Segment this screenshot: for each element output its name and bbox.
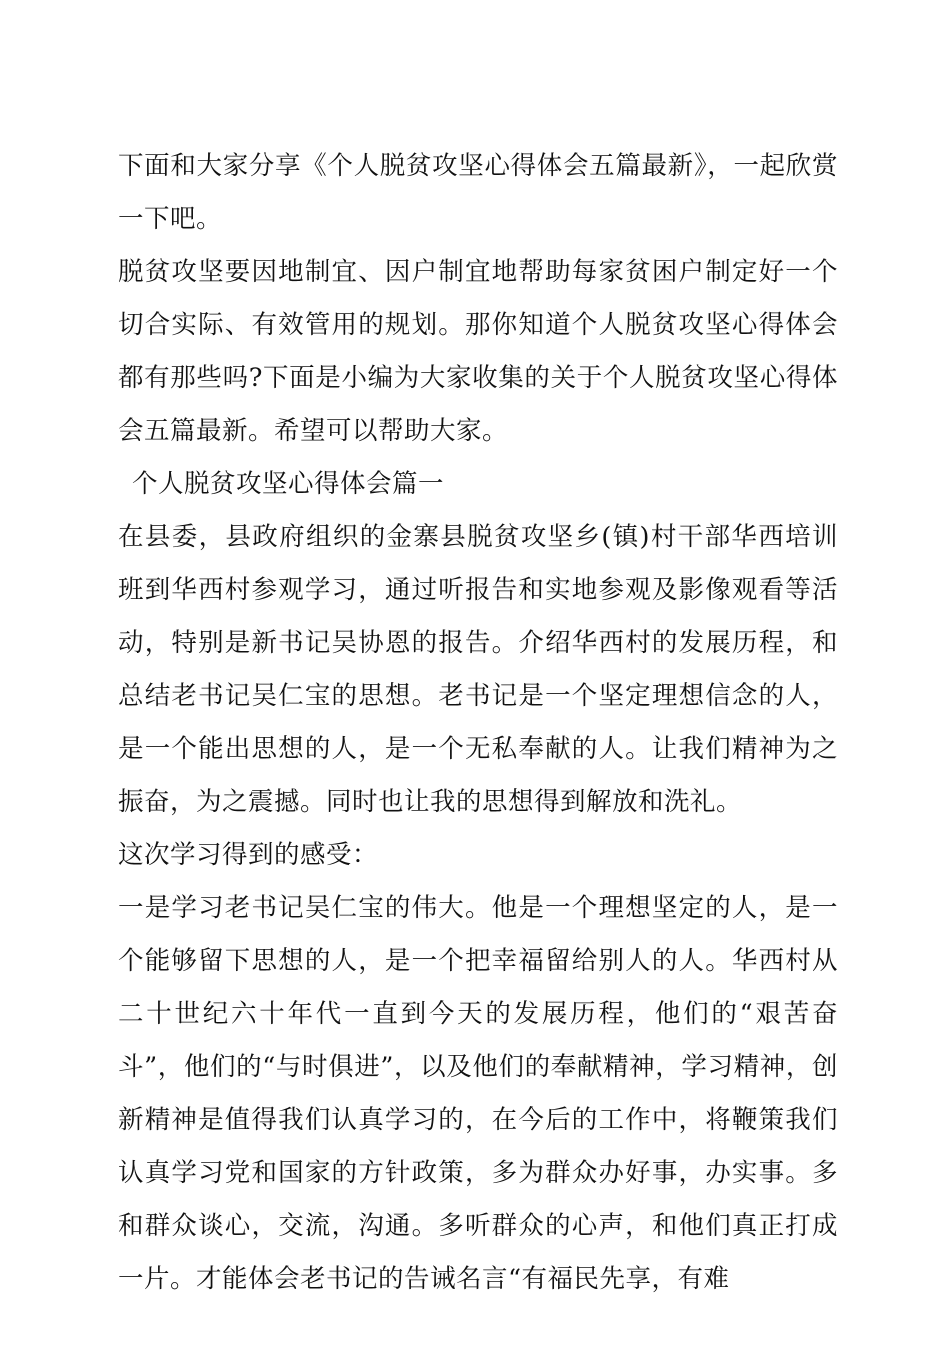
document-body bbox=[118, 140, 838, 1306]
paragraph-body-1: 在县委，县政府组织的金寨县脱贫攻坚乡(镇)村干部华西培训班到华西村参观学习，通过听报告和实地参观及影像观看等活动，特别是新书记吴协恩的报告。介绍华西村的发展历程，和总结老书记吴仁宝的思想。老书记是一个坚定理想信念的人，是一个能出思想的人，是一个无私奉献的人。让我们精神为之振奋，为之震撼。同时也让我的思想得到解放和洗礼。 bbox=[118, 522, 838, 817]
paragraph-intro-share: 下面和大家分享《个人脱贫攻坚心得体会五篇最新》，一起欣赏一下吧。 bbox=[118, 151, 838, 234]
paragraph-body-2: 这次学习得到的感受： bbox=[118, 840, 379, 870]
paragraph-intro-context: 脱贫攻坚要因地制宜、因户制宜地帮助每家贫困户制定好一个切合实际、有效管用的规划。那你知道个人脱贫攻坚心得体会都有那些吗?下面是小编为大家收集的关于个人脱贫攻坚心得体会五篇最新。希望可以帮助大家。 bbox=[118, 257, 838, 446]
paragraph-body-3: 一是学习老书记吴仁宝的伟大。他是一个理想坚定的人，是一个能够留下思想的人，是一个把幸福留给别人的人。华西村从二十世纪六十年代一直到今天的发展历程，他们的“艰苦奋斗”，他们的“与时俱进”，以及他们的奉献精神，学习精神，创新精神是值得我们认真学习的，在今后的工作中，将鞭策我们认真学习党和国家的方针政策，多为群众办好事，办实事。多和群众谈心，交流，沟通。多听群众的心声，和他们真正打成一片。才能体会老书记的告诫名言“有福民先享，有难 bbox=[118, 893, 838, 1294]
section-heading-1: 个人脱贫攻坚心得体会篇一 bbox=[132, 469, 445, 499]
